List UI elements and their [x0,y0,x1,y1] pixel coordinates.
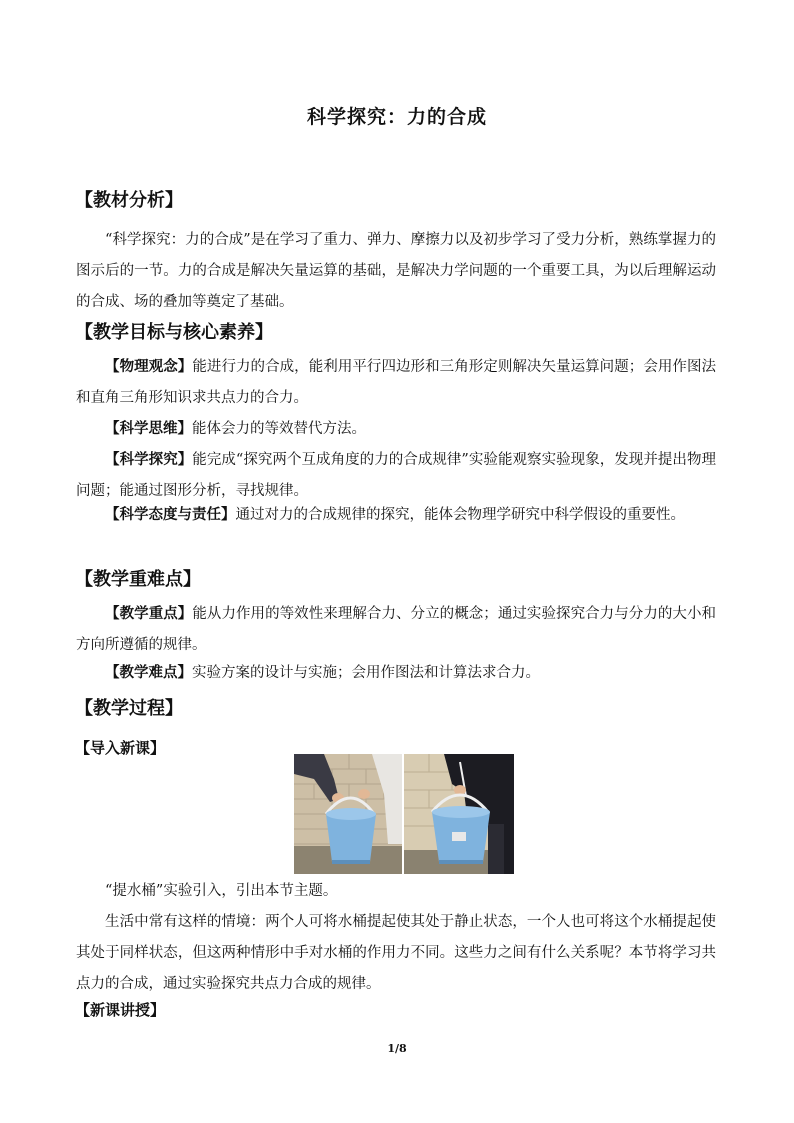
intro-text: 生活中常有这样的情境：两个人可将水桶提起使其处于静止状态，一个人也可将这个水桶提起使其处于同样状态，但这两种情形中手对水桶的作用力不同。这些力之间有什么关系呢？本节将学习共点力的合成，通过实验探究共点力合成的规律。 [76,914,716,992]
goal-text: 能进行力的合成，能利用平行四边形和三角形定则解决矢量运算问题；会用作图法和直角三角形知识求共点力的合力。 [76,359,717,406]
heading-key-points: 【教学重难点】 [75,569,201,590]
two-person-bucket-image [294,754,402,874]
goal-text: 能体会力的等效替代方法。 [192,421,366,437]
key-point-term: 【教学重点】 [105,606,193,622]
heading-goals: 【教学目标与核心素养】 [75,322,273,343]
photo-caption [76,876,716,907]
page-number: 1/8 [387,1042,407,1055]
goal-scientific-thinking [76,414,716,445]
goal-text: 通过对力的合成规律的探究，能体会物理学研究中科学假设的重要性。 [235,507,685,523]
bucket-photos [294,754,514,874]
key-point-text: 能从力作用的等效性来理解合力、分立的概念；通过实验探究合力与分力的大小和方向所遵循的规律。 [76,606,717,653]
key-point-difficulty [76,658,716,689]
goal-term: 【科学思维】 [105,421,192,437]
goal-scientific-inquiry [76,445,716,507]
material-analysis-paragraph [76,225,716,318]
goal-physics-concept [76,352,716,414]
page-title: 科学探究：力的合成 [306,106,487,128]
key-point-focus [76,599,716,661]
goal-term: 【科学态度与责任】 [105,507,236,523]
goal-term: 【物理观念】 [105,359,193,375]
key-point-text: 实验方案的设计与实施；会用作图法和计算法求合力。 [192,665,540,681]
intro-paragraph [76,907,716,1000]
goal-scientific-attitude [76,500,716,531]
goal-term: 【科学探究】 [105,452,193,468]
one-person-bucket-photo [404,754,514,874]
goal-text: 能完成“探究两个互成角度的力的合成规律”实验能观察实验现象，发现并提出物理问题；能通过图形分析，寻找规律。 [76,452,717,499]
heading-material-analysis: 【教材分析】 [75,190,183,211]
photo-caption-text: “提水桶”实验引入，引出本节主题。 [105,883,338,899]
one-person-bucket-image [404,754,514,874]
heading-new-lesson: 【新课讲授】 [75,1001,166,1019]
two-person-bucket-photo [294,754,402,874]
key-point-term: 【教学难点】 [105,665,192,681]
material-analysis-text: “科学探究：力的合成”是在学习了重力、弹力、摩擦力以及初步学习了受力分析，熟练掌握力的图示后的一节。力的合成是解决矢量运算的基础，是解决力学问题的一个重要工具，为以后理解运动的合成、场的叠加等奠定了基础。 [76,232,716,310]
heading-process: 【教学过程】 [75,698,183,719]
heading-intro: 【导入新课】 [75,739,166,757]
